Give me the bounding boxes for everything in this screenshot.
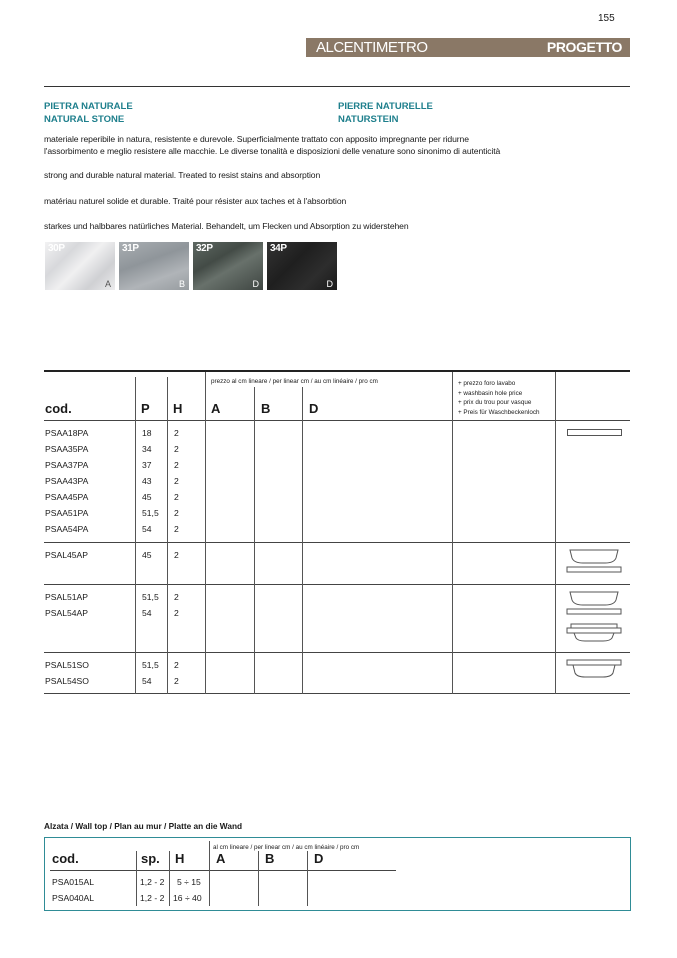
wall-col-cod: cod.	[52, 851, 79, 866]
description-fr: matériau naturel solide et durable. Traité pour résister aux taches et à l'absorbtion	[44, 196, 347, 206]
col-b: B	[261, 401, 271, 416]
collection-title: ALCENTIMETRO	[316, 39, 428, 56]
col-divider	[254, 387, 255, 694]
description-it: materiale reperibile in natura, resistente e durevole. Superficialmente trattato con apposito impregnante per ridurne l'assorbimento e meglio resistere alle macchie. Le diverse tonalità e disposizioni delle venature sono sinonimo di autenticità	[44, 134, 501, 156]
material-name-right	[338, 100, 433, 126]
undermount-basin-drawing	[565, 658, 623, 682]
description-en: strong and durable natural material. Treated to resist stains and absorption	[44, 170, 321, 180]
flat-top-drawing	[567, 429, 622, 436]
material-name-it: PIETRA NATURALE	[44, 101, 133, 112]
section-label: PROGETTO	[546, 39, 622, 55]
wall-col-d: D	[314, 851, 324, 866]
swatch-30p: 30P A	[45, 242, 115, 290]
wall-col-divider	[169, 851, 170, 906]
group-rule	[44, 542, 630, 543]
description-de: starkes und halbbares natürliches Material. Behandelt, um Flecken und Absorption zu widerstehen	[44, 221, 409, 231]
wall-col-b: B	[265, 851, 275, 866]
col-a: A	[211, 401, 221, 416]
wall-col-sp: sp.	[141, 851, 160, 866]
swatch-32p: 32P D	[193, 242, 263, 290]
washbasin-top-drawing	[565, 548, 623, 576]
group-rule	[44, 584, 630, 585]
section-banner	[306, 38, 630, 57]
wall-top-title: Alzata / Wall top / Plan au mur / Platte an die Wand	[44, 821, 243, 831]
header-rule	[44, 420, 630, 421]
material-name-de: NATURSTEIN	[338, 114, 399, 125]
col-p: P	[141, 401, 150, 416]
col-divider	[452, 372, 453, 694]
wall-col-divider	[307, 851, 308, 906]
wall-col-a: A	[216, 851, 226, 866]
header-divider	[44, 86, 630, 87]
col-cod: cod.	[45, 401, 72, 416]
table-top-rule	[44, 370, 630, 372]
col-h: H	[173, 401, 183, 416]
wall-col-h: H	[175, 851, 185, 866]
col-divider	[135, 377, 136, 694]
material-name-en: NATURAL STONE	[44, 114, 125, 125]
col-divider	[302, 387, 303, 694]
group-rule	[44, 652, 630, 653]
hole-price-notes: + prezzo foro lavabo + washbasin hole price + prix du trou pour vasque + Preis für Waschbeckenloch	[458, 380, 540, 416]
material-name-fr: PIERRE NATURELLE	[338, 101, 433, 112]
wall-col-divider	[136, 851, 137, 906]
swatch-34p: 34P D	[267, 242, 337, 290]
price-header: prezzo al cm lineare / per linear cm / au cm linéaire / pro cm	[211, 378, 378, 385]
material-name-left	[44, 100, 133, 126]
swatch-31p: 31P B	[119, 242, 189, 290]
col-divider	[205, 372, 206, 694]
wall-header-rule	[50, 870, 396, 871]
col-divider	[555, 372, 556, 694]
page-number: 155	[598, 13, 615, 24]
col-divider	[167, 377, 168, 694]
col-d: D	[309, 401, 319, 416]
wall-price-header: al cm lineare / per linear cm / au cm linéaire / pro cm	[213, 844, 360, 851]
wall-col-divider	[209, 841, 210, 906]
wall-col-divider	[258, 851, 259, 906]
table-bottom-rule	[44, 693, 630, 694]
washbasin-top-drawing-2	[565, 590, 623, 644]
